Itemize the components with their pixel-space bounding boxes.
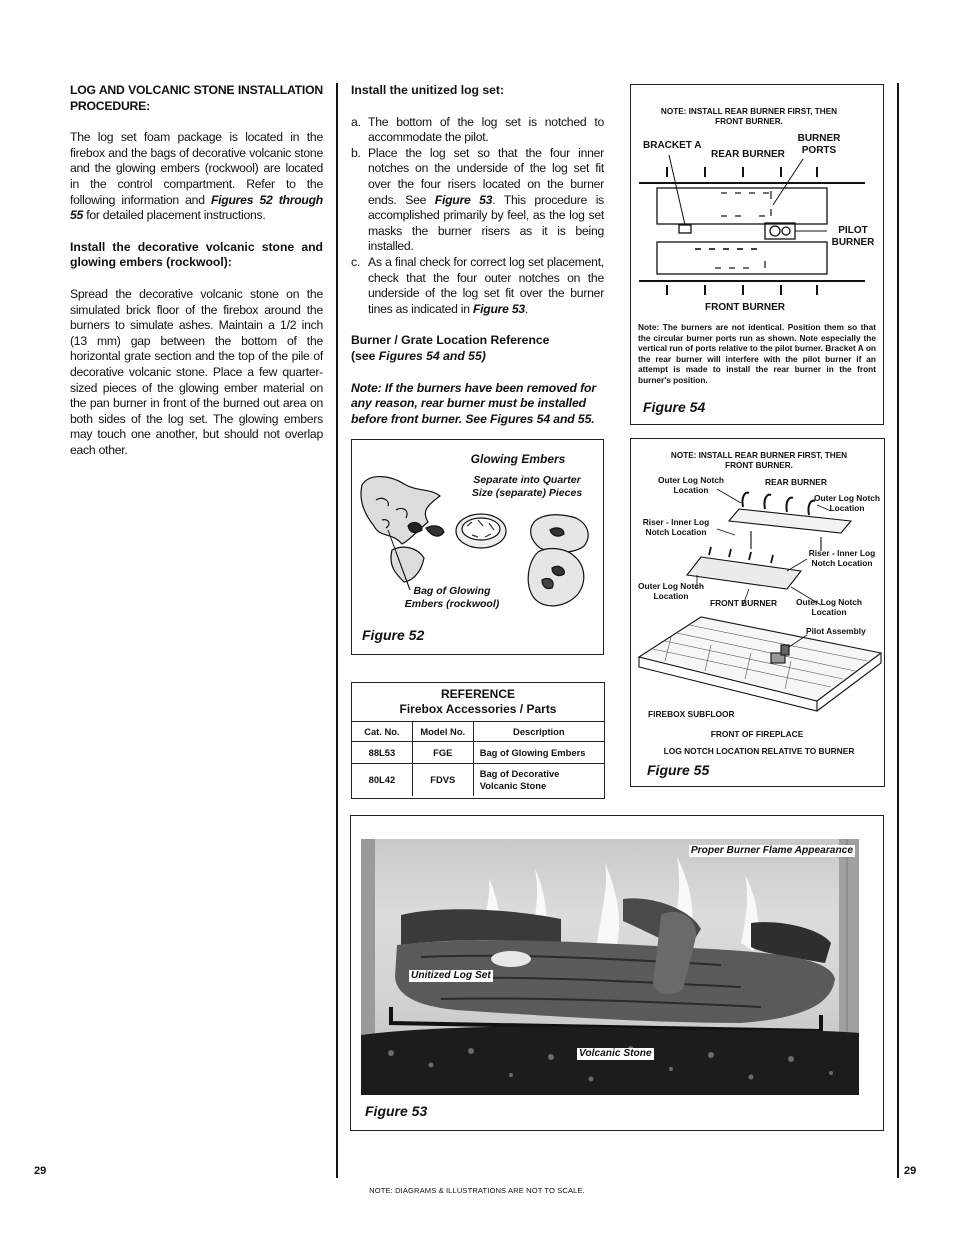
pilot-assembly-label: Pilot Assembly [806, 626, 866, 636]
firebox-subfloor-label: FIREBOX SUBFLOOR [648, 709, 735, 719]
cell-cat-no: 80L42 [352, 764, 412, 796]
page-number-left: 29 [34, 1165, 47, 1177]
figure-55-note-top: NOTE: INSTALL REAR BURNER FIRST, THEN FRONT BURNER. [670, 451, 848, 470]
cell-model-no: FDVS [412, 764, 473, 796]
step-marker: a. [351, 114, 361, 129]
bag-caption: Bag of Glowing Embers (rockwool) [404, 585, 500, 610]
step-b [351, 146, 604, 255]
ember-bag-icon [361, 477, 444, 582]
front-burner-label: FRONT BURNER [705, 302, 785, 313]
burner-ports-label: BURNER PORTS [797, 133, 841, 156]
reference-heading [351, 333, 604, 364]
rear-burner-body [657, 188, 827, 224]
reference-table [351, 682, 605, 799]
subheading: Install the decorative volcanic stone and glowing embers (rockwool): [70, 239, 323, 270]
figure-54-label: Figure 54 [643, 399, 706, 415]
flame-appearance-label: Proper Burner Flame Appearance [690, 845, 853, 856]
cell-cat-no: 88L53 [352, 742, 412, 764]
figure-52-label: Figure 52 [362, 627, 425, 643]
table-row [352, 742, 604, 764]
riser-inner-2: Riser - Inner Log Notch Location [808, 548, 876, 568]
ember-pile-icon [528, 515, 588, 606]
left-column [70, 83, 323, 458]
figure-52 [351, 439, 604, 655]
front-burner-body [657, 242, 827, 274]
col-cat-no: Cat. No. [352, 722, 412, 742]
figure-54 [630, 84, 884, 425]
parts-table [352, 721, 604, 796]
fireplace-photo [361, 839, 859, 1095]
stone-paragraph: Spread the decorative volcanic stone on the simulated brick floor of the firebox around the burners to simulate ashes. Maintain a 1/2 inch (13 mm) gap between the bottom of the horizontal grate section and the top of the pile of decorative volcanic stone. Place a few quarter-sized pieces of the glowing ember material on the pan burner in front of the burned out area on both sides of the log set. The glowing embers may touch one another, but should not overlap each other. [70, 286, 323, 457]
intro-text-a: The log set foam package is located in the firebox and the bags of decorative volcanic stone and the glowing embers (rockwool) are located in the control compartment. Refer to the following information and [70, 130, 323, 207]
table-row [352, 764, 604, 796]
figure-reference-link: Figures 52 through 55 [70, 192, 323, 223]
figure-55-caption: LOG NOTCH LOCATION RELATIVE TO BURNER [663, 746, 855, 756]
figure-53-label: Figure 53 [365, 1103, 428, 1119]
install-steps [351, 115, 604, 318]
step-text-b: . [524, 301, 529, 316]
intro-text-b: for detailed placement instructions. [83, 208, 266, 223]
burner-note: Note: If the burners have been removed for any reason, rear burner must be installed before front burner. See Figures 54 and 55. [351, 380, 597, 426]
reference-heading-a: Burner / Grate Location Reference [351, 333, 550, 348]
step-marker: b. [351, 145, 361, 160]
figure-reference: Figure 53 [472, 301, 525, 316]
step-c [351, 255, 604, 317]
ember-piece-icon [456, 514, 506, 548]
bracket-a-icon [679, 225, 691, 233]
right-margin-rule [897, 83, 899, 1178]
log-set-label: Unitized Log Set [411, 970, 491, 981]
riser-inner-1: Riser - Inner Log Notch Location [642, 517, 710, 537]
outer-log-notch-4: Outer Log Notch Location [795, 597, 863, 617]
figure-reference: Figure 53 [434, 192, 493, 207]
figure-55-label: Figure 55 [647, 762, 710, 778]
cell-description: Bag of Decorative Volcanic Stone [473, 764, 604, 796]
col-description: Description [473, 722, 604, 742]
step-a [351, 115, 604, 146]
outer-log-notch-3: Outer Log Notch Location [637, 581, 705, 601]
quarter-size-caption: Separate into Quarter Size (separate) Pieces [471, 474, 583, 499]
scale-note: NOTE: DIAGRAMS & ILLUSTRATIONS ARE NOT TO SCALE. [369, 1186, 585, 1195]
figure-54-note-top: NOTE: INSTALL REAR BURNER FIRST, THEN FRONT BURNER. [660, 107, 838, 126]
step-text-b: . This procedure is accomplished primarily by feel, as the log set masks the burner risers as it is being installed. [368, 192, 604, 254]
log-set-heading: Install the unitized log set: [351, 83, 505, 97]
figure-52-title: Glowing Embers [470, 452, 566, 466]
pilot-burner-label: PILOT BURNER [831, 225, 875, 248]
outer-log-notch-1: Outer Log Notch Location [657, 475, 725, 495]
intro-paragraph [70, 130, 323, 224]
step-marker: c. [351, 254, 360, 269]
page-number-right: 29 [904, 1165, 917, 1177]
figure-55 [630, 438, 885, 787]
rear-burner-label: REAR BURNER [711, 149, 785, 160]
outer-log-notch-2: Outer Log Notch Location [813, 493, 881, 513]
section-heading: LOG AND VOLCANIC STONE INSTALLATION PROCEDURE: [70, 83, 323, 113]
bracket-a-label: BRACKET A [643, 140, 702, 151]
col-model-no: Model No. [412, 722, 473, 742]
step-text-a: Place the log set so that the four inner notches on the underside of the log set fit over the four risers located on the burner ends. See [368, 145, 604, 207]
rear-burner-label: REAR BURNER [765, 477, 827, 487]
figure-54-note-bottom: Note: The burners are not identical. Position them so that the circular burner ports run as shown. Note especially the vertical run of ports relative to the pilot burner. Bracket A on the rear burner will interfere with the pilot burner if an attempt is made to install the rear burner in the front burner's position. [638, 322, 876, 385]
reference-subtitle: Firebox Accessories / Parts [399, 702, 557, 716]
cell-description: Bag of Glowing Embers [473, 742, 604, 764]
step-text: The bottom of the log set is notched to accommodate the pilot. [368, 114, 604, 145]
column-divider [336, 83, 338, 1178]
volcanic-stone-label: Volcanic Stone [579, 1048, 652, 1059]
reference-heading-figures: Figures 54 and 55) [378, 348, 486, 363]
figure-53 [350, 815, 884, 1131]
glowing-embers-illustration [352, 440, 605, 656]
step-text-a: As a final check for correct log set placement, check that the four outer notches on the underside of the log set fit over the burner tines as indicated in [368, 254, 604, 316]
front-of-fireplace-label: FRONT OF FIREPLACE [710, 729, 804, 739]
reference-heading-b: (see [351, 348, 379, 363]
middle-column [351, 83, 604, 427]
reference-title: REFERENCE [440, 687, 515, 701]
cell-model-no: FGE [412, 742, 473, 764]
front-burner-label: FRONT BURNER [710, 598, 777, 608]
front-tines [667, 285, 817, 295]
